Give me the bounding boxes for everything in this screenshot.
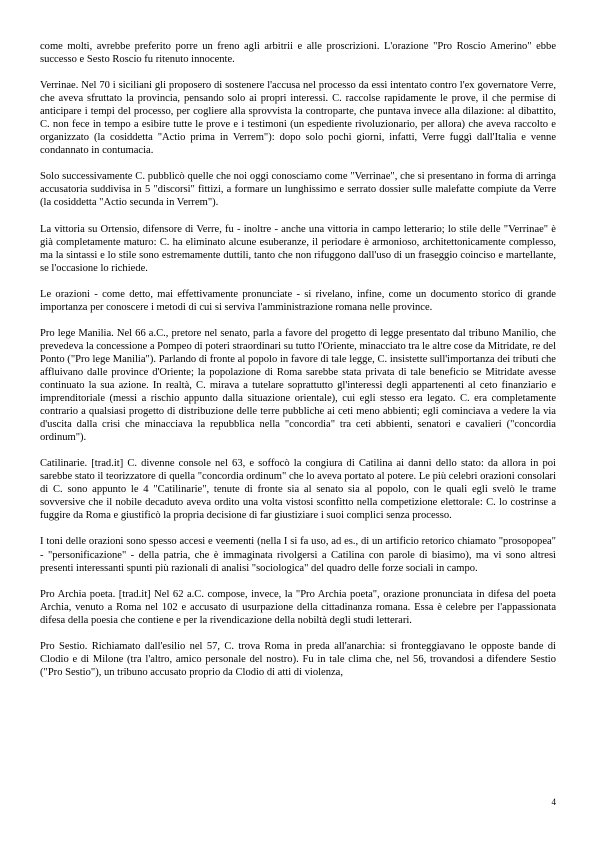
- paragraph-pro-archia-poeta: Pro Archia poeta. [trad.it] Nel 62 a.C. compose, invece, la "Pro Archia poeta", orazione pronunciata in difesa del poeta Archia, venuto a Roma nel 102 e accusato di usurpazione della cittadinanza romana. Essa è celebre per l'appassionata difesa della poesia che contiene e per la rivendicazione della nobiltà degli studi letterari.: [40, 588, 556, 626]
- paragraph-verrinae: Verrinae. Nel 70 i siciliani gli proposero di sostenere l'accusa nel processo da essi intentato contro l'ex governatore Verre, che aveva sfruttato la provincia, pensando solo ai propri interessi. C. raccolse rapidamente le prove, il che permise di anticipare i tempi del processo, per cogliere alla sprovvista la controparte, che puntava invece alla dilazione: al dibattito, C. non fece in tempo a esibire tutte le prove e i testimoni (un espediente rivoluzionario, per allora) che aveva raccolto e organizzato (la cosiddetta "Actio prima in Verrem"): dopo solo pochi giorni, infatti, Verre fuggì dall'Italia e venne condannato in contumacia.: [40, 80, 556, 157]
- paragraph-pro-lege-manilia: Pro lege Manilia. Nel 66 a.C., pretore nel senato, parla a favore del progetto di legge presentato dal tribuno Manilio, che prevedeva la concessione a Pompeo di poteri straordinari su tutto l'Oriente, minacciato tra le altre cose da Mitridate, re del Ponto ("Pro lege Manilia"). Parlando di fronte al popolo in favore di tale legge, C. insistette sull'importanza dei tributi che affluivano dalle province d'Oriente; la popolazione di Roma sarebbe stata privata di tale beneficio se Mitridate avesse continuato la sua azione. In realtà, C. mirava a tutelare soprattutto gl'interessi degli appartenenti al ceto finanziario e imprenditoriale (messi a rischio appunto dalla situazione orientale), cui egli stesso era legato. C. era completamente contrario a qualsiasi progetto di distribuzione delle terre pubbliche ai ceti meno abbienti; egli cominciava a vedere la via d'uscita dalla crisi che minacciava la repubblica nella "concordia" tra ceti abbienti, senatori e cavalieri ("concordia ordinum").: [40, 327, 556, 444]
- paragraph-toni-orazioni: I toni delle orazioni sono spesso accesi e veementi (nella I si fa uso, ad es., di un artificio retorico chiamato "prosopopea" - "personificazione" - della patria, che è immaginata rivolgersi a Catilina con parole di biasimo), ma vi sono altresì presenti interessanti spunti più razionali di analisi "sociologica" del quadro delle forze sociali in campo.: [40, 536, 556, 574]
- page-body: [40, 40, 556, 692]
- paragraph-orazioni-documento: Le orazioni - come detto, mai effettivamente pronunciate - si rivelano, infine, come un documento storico di grande importanza per conoscere i metodi di cui si serviva l'amministrazione romana nelle province.: [40, 288, 556, 313]
- paragraph-vittoria-ortensio: La vittoria su Ortensio, difensore di Verre, fu - inoltre - anche una vittoria in campo letterario; lo stile delle "Verrinae" è già completamente maturo: C. ha eliminato alcune esuberanze, il periodare è armonioso, architettonicamente complesso, ma la sintassi e lo stile sono estremamente duttili, tanto che non rifuggono dall'uso di un fraseggio coinciso e martellante, se l'occasione lo richiede.: [40, 223, 556, 274]
- paragraph-pro-sestio: Pro Sestio. Richiamato dall'esilio nel 57, C. trova Roma in preda all'anarchia: si fronteggiavano le opposte bande di Clodio e di Milone (tra l'altro, amico personale del nostro). Fu in tale clima che, nel 56, trovandosi a difendere Sestio ("Pro Sestio"), un tribuno accusato proprio da Clodio di atti di violenza,: [40, 640, 556, 678]
- paragraph-catilinarie: Catilinarie. [trad.it] C. divenne console nel 63, e soffocò la congiura di Catilina ai danni dello stato: da allora in poi sarebbe stato il teorizzatore di quella "concordia ordinum" che lo aveva portato al potere. Le più celebri orazioni consolari di C. sono appunto le 4 "Catilinarie", tenute di fronte sia al senato sia al popolo, con le quali egli svelò le trame sovversive che il nobile decaduto aveva ordito una volta vistosi sconfitto nella competizione elettorale: C. lo costrinse a fuggire da Roma e giustificò la propria decisione di far giustiziare i suoi complici senza processo.: [40, 458, 556, 522]
- paragraph-verrinae-pubblicazione: Solo successivamente C. pubblicò quelle che noi oggi conosciamo come "Verrinae", che si presentano in forma di arringa accusatoria suddivisa in 5 "discorsi" fittizi, a formare un lunghissimo e serrato dossier sulle malefatte compiute da Verre (la cosiddetta "Actio secunda in Verrem").: [40, 171, 556, 209]
- paragraph-roscio-end: come molti, avrebbe preferito porre un freno agli arbitrii e alle proscrizioni. L'orazione "Pro Roscio Amerino" ebbe successo e Sesto Roscio fu ritenuto innocente.: [40, 41, 556, 66]
- page-number: 4: [551, 797, 556, 807]
